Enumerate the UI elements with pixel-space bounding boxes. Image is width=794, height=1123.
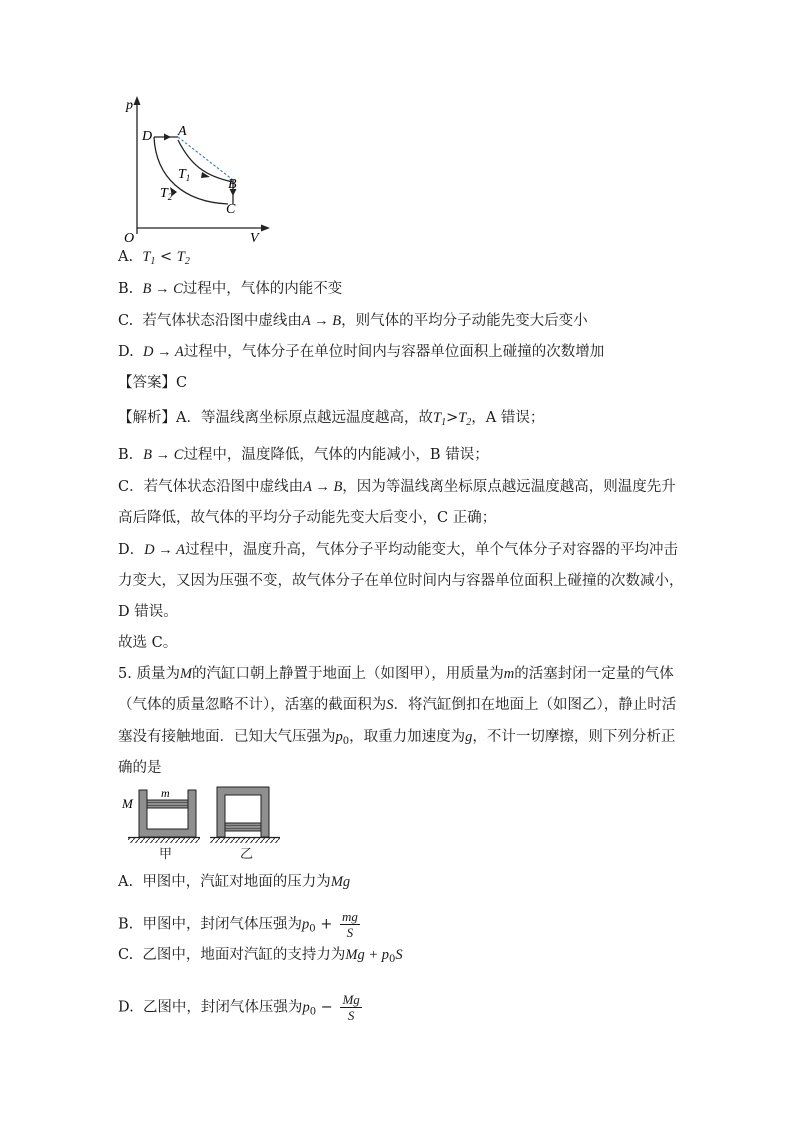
ground-yi [210,838,280,843]
q4-explanation-d: D．D → A过程中，温度升高，气体分子平均动能变大，单个气体分子对容器的平均冲击 [118,542,678,558]
label-jia: 甲 [159,847,173,862]
q4-option-c: C. 若气体状态沿图中虚线由A → B，则气体的平均分子动能先变大后变小 [118,313,588,329]
q4-explanation-b: B．B → C过程中，温度降低，气体的内能减小，B 错误； [118,447,489,463]
label-v: V [250,231,259,242]
q4-option-b: B. B → C过程中，气体的内能不变 [118,281,343,297]
label-m-piston: m [161,786,170,800]
q5-stem-line3: 塞没有接触地面．已知大气压强为$p_0$，取重力加速度为g，不计一切摩擦，则下列分析正 [118,729,676,747]
q5-option-c: C. 乙图中，地面对汽缸的支持力为$Mg + p_0S$ [118,947,403,965]
fraction-Mg-s: $\frac{Mg}{S}$ [342,992,360,1023]
piston-jia [147,800,188,808]
q5-stem-line2: （气体的质量忽略不计），活塞的截面积为S．将汽缸倒扣在地面上（如图乙），静止时活 [118,697,677,713]
ground-jia [128,838,200,843]
label-p: p [126,98,133,113]
q4-explanation-d-3: D 错误。 [118,604,178,620]
label-o: O [124,231,135,242]
q4-explanation-c: C．若气体状态沿图中虚线由A → B，因为等温线离坐标原点越远温度越高，则温度先升 [118,479,676,495]
q4-explanation-d-2: 力变大，又因为压强不变，故气体分子在单位时间内与容器单位面积上碰撞的次数减小， [118,573,684,589]
label-t1: $T_1$ [178,167,191,183]
label-yi: 乙 [240,847,254,862]
q4-option-d: D. D → A过程中，气体分子在单位时间内与容器单位面积上碰撞的次数增加 [118,344,605,360]
label-c: C [226,202,236,217]
q4-conclusion: 故选 C。 [118,635,178,651]
arrow-da-icon [164,134,171,141]
pv-graph [118,92,278,242]
q4-option-a: A. $T_1 < T_2$ [118,249,190,267]
q4-explanation-c-2: 高后降低，故气体的平均分子动能先变大后变小，C 正确； [118,510,497,526]
q4-answer: 【答案】C [118,375,188,391]
q5-option-d: D. 乙图中，封闭气体压强为$p_0$ − $\frac{Mg}{S}$ [118,992,360,1023]
fraction-mg-s: $\frac{mg}{S}$ [341,909,358,940]
label-b: B [228,177,237,192]
cylinder-figures [118,786,288,862]
q5-option-b: B. 甲图中，封闭气体压强为$p_0$ + $\frac{mg}{S}$ [118,909,358,940]
v-axis-arrow-icon [261,225,270,232]
label-a: A [178,124,187,139]
label-m-mass: M [122,796,133,811]
p-axis-arrow-icon [134,96,141,105]
q5-stem-line1: 5. 质量为M的汽缸口朝上静置于地面上（如图甲），用质量为m的活塞封闭一定量的气体 [118,666,674,682]
q5-option-a: A. 甲图中，汽缸对地面的压力为Mg [118,874,351,890]
label-t2: $T_2$ [160,186,173,202]
piston-yi [225,823,261,831]
arrow-ab-icon [201,172,210,178]
q4-explanation-a: 【解析】A．等温线离坐标原点越远温度越高，故$T_1>T_2$，A 错误； [118,410,545,428]
label-d: D [142,129,153,144]
figure-yi [210,787,280,843]
q5-stem-line4: 确的是 [118,760,162,776]
